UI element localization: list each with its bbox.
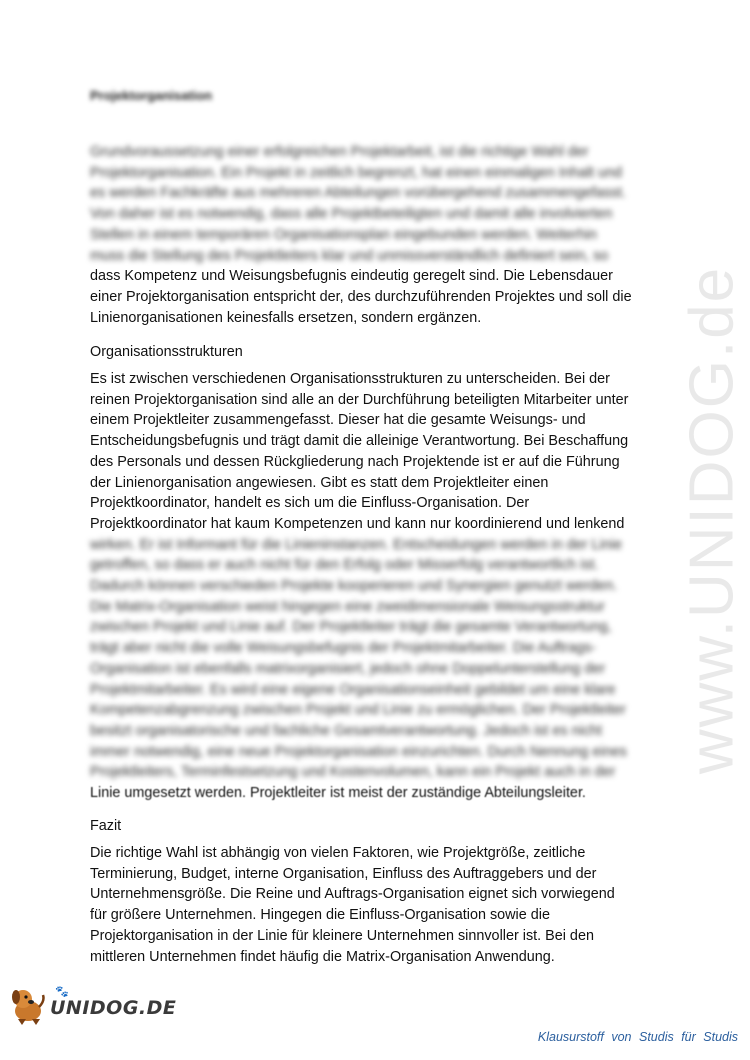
text-line: es werden Fachkräfte aus mehreren Abteilungen vorübergehend zusammengefasst. bbox=[90, 185, 626, 202]
text-line: Von daher ist es notwendig, dass alle Projektbeteiligten und damit alle involvierten bbox=[90, 206, 613, 223]
text-line: des Personals und dessen Rückgliederung nach Projektende ist er auf die Führung bbox=[90, 453, 620, 470]
text-line: einer Projektorganisation entspricht der, des durchzuführenden Projektes und soll die bbox=[90, 288, 632, 305]
text-line: Dadurch können verschieden Projekte kooperieren und Synergien genutzt werden. bbox=[90, 578, 618, 595]
document-heading: Projektorganisation bbox=[90, 88, 213, 103]
text-line: Die Matrix-Organisation weist hingegen eine zweidimensionale Weisungsstruktur bbox=[90, 598, 605, 615]
text-line: muss die Stellung des Projektleiters klar und unmissverständlich definiert sein, so bbox=[90, 247, 609, 264]
text-line: Die richtige Wahl ist abhängig von vielen Faktoren, wie Projektgröße, zeitliche bbox=[90, 845, 586, 861]
text-line: für größere Unternehmen. Hingegen die Einfluss-Organisation sowie die bbox=[90, 907, 550, 924]
text-line: Terminierung, Budget, interne Organisation, Einfluss des Auftraggebers und der bbox=[90, 865, 597, 882]
text-line: immer notwendig, eine neue Projektorganisation einzurichten. Durch Nennung eines bbox=[90, 743, 627, 760]
section-title-conclusion: Fazit bbox=[90, 818, 122, 834]
text-line: Linie umgesetzt werden. Projektleiter ist meist der zuständige Abteilungsleiter. bbox=[90, 785, 586, 802]
text-line: Projektleiters, Terminfestsetzung und Kostenvolumen, kann ein Projekt auch in der bbox=[90, 764, 616, 781]
text-line: Es ist zwischen verschiedenen Organisationsstrukturen zu unterscheiden. Bei der bbox=[90, 371, 610, 387]
text-line: reinen Projektorganisation sind alle an der Durchführung beteiligten Mitarbeiter unter bbox=[90, 391, 629, 408]
logo-text: UNIDOG.DE bbox=[50, 997, 177, 1019]
paragraph-structures bbox=[90, 369, 665, 804]
text-line: trägt aber nicht die volle Weisungsbefugnis der Projektmitarbeiter. Die Auftrags- bbox=[90, 640, 597, 657]
text-line: Projektmitarbeiter. Es wird eine eigene Organisationseinheit gebildet um eine klare bbox=[90, 681, 616, 698]
text-line: mittleren Unternehmen findet häufig die Matrix-Organisation Anwendung. bbox=[90, 948, 555, 965]
text-line: Projektorganisation. Ein Projekt in zeitlich begrenzt, hat einen einmaligen Inhalt und bbox=[90, 164, 622, 181]
text-line: Entscheidungsbefugnis und trägt damit die alleinige Verantwortung. Bei Beschaffung bbox=[90, 433, 629, 450]
text-line: getroffen, so dass er auch nicht für den Erfolg oder Misserfolg verantwortlich ist. bbox=[90, 557, 599, 574]
text-line: Kompetenzabgrenzung zwischen Projekt und Linie zu ermöglichen. Der Projektleiter bbox=[90, 702, 626, 719]
paw-icon: 🐾 bbox=[55, 986, 69, 998]
text-line: dass Kompetenz und Weisungsbefugnis eindeutig geregelt sind. Die Lebensdauer bbox=[90, 268, 613, 285]
watermark: www.UNIDOG.de bbox=[677, 265, 747, 775]
text-line: Linienorganisationen keinesfalls ersetzen, sondern ergänzen. bbox=[90, 309, 482, 326]
text-line: einem Projektleiter zusammengefasst. Dieser hat die gesamte Weisungs- und bbox=[90, 412, 586, 429]
text-line: Projektkoordinator hat kaum Kompetenzen und kann nur koordinierend und lenkend bbox=[90, 515, 625, 532]
section-title-structures: Organisationsstrukturen bbox=[90, 344, 243, 360]
text-line: wirken. Er ist Informant für die Linieninstanzen. Entscheidungen werden in der Linie bbox=[90, 536, 622, 553]
text-line: Organisation ist ebenfalls matrixorganisiert, jedoch ohne Doppelunterstellung der bbox=[90, 660, 606, 677]
paragraph-intro bbox=[90, 142, 665, 328]
text-line: Projektkoordinator, handelt es sich um die Einfluss-Organisation. Der bbox=[90, 495, 530, 512]
text-line: Projektorganisation in der Linie für kleinere Unternehmen sinnvoller ist. Bei den bbox=[90, 927, 594, 944]
text-line: zwischen Projekt und Linie auf. Der Projektleiter trägt die gesamte Verantwortung, bbox=[90, 619, 612, 636]
paragraph-conclusion bbox=[90, 843, 665, 967]
text-line: besitzt organisatorische und fachliche Gesamtverantwortung. Jedoch ist es nicht bbox=[90, 722, 602, 739]
unidog-logo[interactable] bbox=[8, 985, 176, 1025]
text-line: der Linienorganisation angewiesen. Gibt es statt dem Projektleiter einen bbox=[90, 474, 549, 491]
footer-tagline: Klausurstoff von Studis für Studis bbox=[537, 1030, 738, 1044]
text-line: Stellen in einem temporären Organisationsplan eingebunden werden. Weiterhin bbox=[90, 226, 597, 243]
dog-icon bbox=[8, 985, 46, 1025]
text-line: Unternehmensgröße. Die Reine und Auftrags-Organisation eignet sich vorwiegend bbox=[90, 886, 615, 903]
text-line: Grundvoraussetzung einer erfolgreichen Projektarbeit, ist die richtige Wahl der bbox=[90, 144, 589, 160]
